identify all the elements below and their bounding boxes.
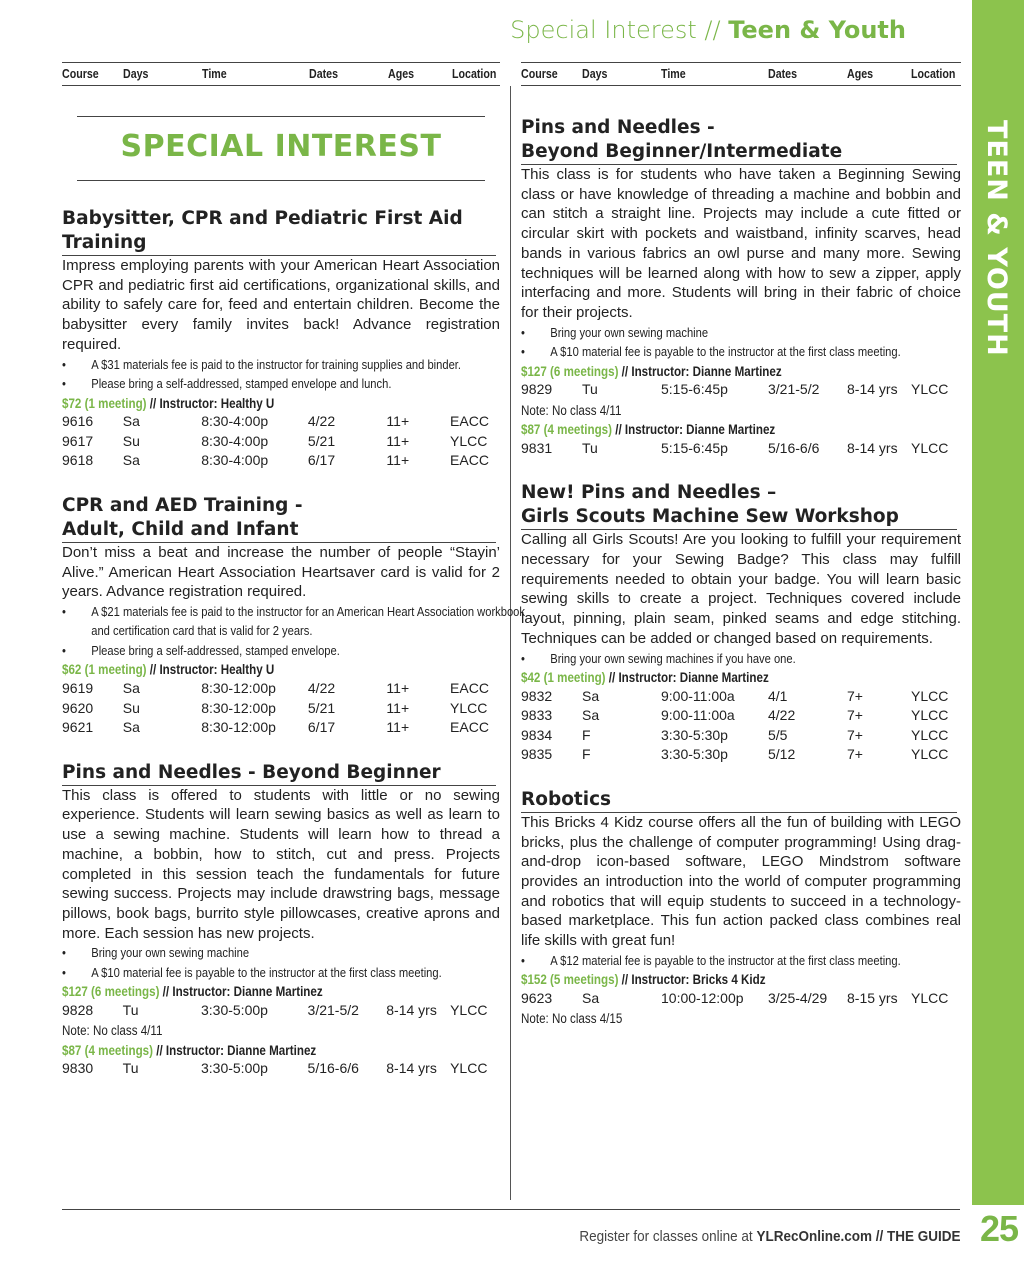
course-bullet: • A $10 material fee is payable to the instructor at the first class meeting. <box>521 342 989 362</box>
course-title <box>62 494 500 543</box>
page-number: 25 <box>979 1208 1019 1249</box>
ages-cell: 11+ <box>386 413 410 430</box>
col-location: Location <box>452 66 497 81</box>
schedule-row <box>62 433 500 453</box>
time-cell: 3:30-5:30p <box>661 726 728 743</box>
course-bullet: • A $10 material fee is payable to the instructor at the first class meeting. <box>62 963 528 983</box>
ages-cell: 7+ <box>847 687 863 704</box>
course-number-cell: 9830 <box>62 1060 94 1077</box>
left-column <box>62 96 526 1080</box>
dates-cell: 4/22 <box>307 413 336 430</box>
ages-cell: 8-14 yrs <box>386 1060 437 1077</box>
course-fee-line <box>521 970 960 990</box>
column-header-right <box>521 62 961 86</box>
course-number-cell: 9835 <box>521 746 553 763</box>
course-number-cell: 9618 <box>62 452 94 469</box>
course-block <box>521 788 961 1029</box>
footer-rule <box>62 1209 960 1210</box>
col-course: Course <box>521 66 558 81</box>
location-cell: YLCC <box>911 746 949 763</box>
course-bullet: • A $21 materials fee is paid to the instructor for an American Heart Association workbook and certification card that is valid for 2 years. <box>62 602 528 641</box>
schedule-row <box>521 440 961 460</box>
course-spacer <box>62 472 500 494</box>
ages-cell: 7+ <box>847 746 863 763</box>
dates-cell: 5/16-6/6 <box>307 1060 359 1077</box>
course-title <box>62 207 500 256</box>
course-spacer <box>521 459 961 481</box>
course-title-text: Babysitter, CPR and Pediatric First Aid <box>62 208 463 229</box>
right-course-list <box>521 116 961 1029</box>
footer-suffix: // THE GUIDE <box>875 1228 960 1245</box>
course-bullet: • Please bring a self-addressed, stamped envelope. <box>62 641 528 661</box>
course-fee-line <box>521 420 960 440</box>
course-instructor: // Instructor: Bricks 4 Kidz <box>621 972 766 988</box>
schedule-row <box>62 1002 500 1022</box>
location-cell: EACC <box>450 719 489 736</box>
course-bullet: • Bring your own sewing machines if you have one. <box>521 649 989 669</box>
course-fee-line <box>521 362 960 382</box>
course-fee: $87 (4 meetings) <box>62 1042 153 1058</box>
days-cell: Tu <box>582 439 598 456</box>
course-title <box>521 481 961 530</box>
dates-cell: 6/17 <box>307 452 336 469</box>
days-cell: Sa <box>122 413 140 430</box>
course-fee: $72 (1 meeting) <box>62 395 147 411</box>
schedule-table <box>62 413 500 472</box>
course-title-line <box>62 207 500 231</box>
dates-cell: 3/21-5/2 <box>768 381 820 398</box>
col-days: Days <box>123 66 149 81</box>
col-time: Time <box>661 66 686 81</box>
course-fee: $42 (1 meeting) <box>521 670 606 686</box>
course-number-cell: 9829 <box>521 381 553 398</box>
schedule-note: Note: No class 4/15 <box>521 1011 623 1027</box>
course-description: This class is offered to students with little or no sewing experience. Students will learn sewing basics as well as learn to use a sewing machine. Students will learn how to thread a machine, a bobbin, how to stitch, cut and press. Projects completed in this session teach the fundamentals for future sewing success. Projects may include drawstring bags, message pillows, book bags, burrito style pillowcases, creative aprons and more. Each session has new projects. <box>62 786 500 942</box>
schedule-table <box>521 688 961 766</box>
course-spacer <box>521 766 961 788</box>
course-fee-line <box>62 982 499 1002</box>
time-cell: 9:00-11:00a <box>661 687 735 704</box>
course-title-text: Robotics <box>521 788 612 810</box>
dates-cell: 5/5 <box>768 726 788 743</box>
schedule-row <box>62 1060 500 1080</box>
schedule-row <box>521 746 961 766</box>
course-fee-line <box>62 394 499 414</box>
dates-cell: 5/16-6/6 <box>768 439 820 456</box>
dates-cell: 3/21-5/2 <box>307 1001 359 1018</box>
col-time: Time <box>202 66 227 81</box>
course-fee-line <box>62 1041 499 1061</box>
course-bullet: • Please bring a self-addressed, stamped envelope and lunch. <box>62 374 528 394</box>
course-title <box>521 788 961 813</box>
page-header <box>0 0 970 50</box>
days-cell: Su <box>122 699 140 716</box>
time-cell: 8:30-12:00p <box>201 699 276 716</box>
location-cell: YLCC <box>911 381 949 398</box>
header-title <box>510 16 906 44</box>
course-title-text: Adult, Child and Infant <box>62 518 299 540</box>
course-block <box>62 494 526 739</box>
left-course-list <box>62 207 526 1080</box>
course-instructor: // Instructor: Dianne Martinez <box>608 670 769 686</box>
footer-prefix: Register for classes online at <box>578 1228 753 1245</box>
course-title-line <box>521 116 961 140</box>
schedule-table <box>521 381 961 401</box>
ages-cell: 11+ <box>386 452 410 469</box>
course-title-text: Beyond Beginner/Intermediate <box>521 141 843 162</box>
course-fee-line <box>521 668 960 688</box>
dates-cell: 5/12 <box>768 746 796 763</box>
col-dates: Dates <box>309 66 339 81</box>
location-cell: YLCC <box>450 432 488 449</box>
course-instructor: // Instructor: Dianne Martinez <box>621 363 782 379</box>
location-cell: YLCC <box>911 989 949 1006</box>
col-location: Location <box>911 66 956 81</box>
time-cell: 9:00-11:00a <box>661 707 735 724</box>
days-cell: Sa <box>122 719 140 736</box>
time-cell: 3:30-5:30p <box>661 746 728 763</box>
days-cell: F <box>582 746 591 763</box>
days-cell: Sa <box>582 687 600 704</box>
course-title <box>521 116 961 165</box>
course-fee: $87 (4 meetings) <box>521 422 612 438</box>
ages-cell: 7+ <box>847 707 863 724</box>
course-description: This Bricks 4 Kidz course offers all the fun of building with LEGO bricks, plus the challenge of computer programming! Using drag-and-drop icon-based software, LEGO Mindstrom software provides an introduction into the world of computer programming and robotics that will equip students to succeed in a technology-based marketplace. This fun action packed class combines real life skills with great fun! <box>521 813 961 950</box>
course-block <box>62 207 500 472</box>
course-title-line <box>521 505 957 530</box>
col-ages: Ages <box>388 66 415 81</box>
special-interest-banner <box>77 96 485 181</box>
ages-cell: 11+ <box>386 679 410 696</box>
course-title-line <box>521 481 961 505</box>
course-instructor: // Instructor: Healthy U <box>149 395 275 411</box>
col-course: Course <box>62 66 99 81</box>
course-number-cell: 9623 <box>521 989 553 1006</box>
dates-cell: 4/22 <box>768 707 796 724</box>
time-cell: 5:15-6:45p <box>661 439 728 456</box>
course-block <box>521 116 961 459</box>
schedule-table <box>521 990 961 1010</box>
course-title-text: Pins and Needles - <box>521 117 715 138</box>
course-title-line <box>62 494 500 518</box>
course-number-cell: 9619 <box>62 679 94 696</box>
schedule-row <box>62 719 500 739</box>
schedule-table <box>62 1002 500 1022</box>
days-cell: Sa <box>582 989 600 1006</box>
location-cell: EACC <box>450 679 489 696</box>
col-days: Days <box>582 66 608 81</box>
course-title-text: Pins and Needles - Beyond Beginner <box>62 761 441 783</box>
course-number-cell: 9620 <box>62 699 94 716</box>
col-ages: Ages <box>847 66 874 81</box>
course-instructor: // Instructor: Dianne Martinez <box>162 984 323 1000</box>
course-title <box>62 761 500 786</box>
footer <box>579 1228 960 1245</box>
course-title-text: CPR and AED Training - <box>62 494 303 516</box>
ages-cell: 7+ <box>847 726 863 743</box>
schedule-note: Note: No class 4/11 <box>62 1023 163 1039</box>
time-cell: 8:30-4:00p <box>201 432 269 449</box>
location-cell: YLCC <box>911 707 949 724</box>
location-cell: YLCC <box>450 699 488 716</box>
schedule-table <box>62 680 500 739</box>
course-instructor: // Instructor: Dianne Martinez <box>156 1042 317 1058</box>
course-title-line <box>62 761 496 786</box>
location-cell: YLCC <box>911 726 949 743</box>
ages-cell: 11+ <box>386 699 410 716</box>
course-number-cell: 9833 <box>521 707 553 724</box>
right-column <box>521 96 961 1029</box>
course-title-text: Girls Scouts Machine Sew Workshop <box>521 506 899 528</box>
ages-cell: 11+ <box>386 432 410 449</box>
course-number-cell: 9831 <box>521 439 553 456</box>
days-cell: F <box>582 726 591 743</box>
course-bullet: • Bring your own sewing machine <box>521 323 989 343</box>
days-cell: Sa <box>582 707 600 724</box>
course-bullet: • A $31 materials fee is paid to the instructor for training supplies and binder. <box>62 355 528 375</box>
time-cell: 8:30-12:00p <box>201 719 276 736</box>
schedule-row <box>62 413 500 433</box>
schedule-row <box>62 700 500 720</box>
dates-cell: 4/1 <box>768 687 788 704</box>
sidebar-label-text: TEEN & YOUTH <box>981 120 1012 357</box>
course-instructor: // Instructor: Dianne Martinez <box>615 422 776 438</box>
ages-cell: 8-14 yrs <box>847 381 898 398</box>
course-title-text: Training <box>62 232 147 253</box>
schedule-table <box>62 1060 500 1080</box>
course-number-cell: 9621 <box>62 719 94 736</box>
time-cell: 8:30-4:00p <box>201 452 269 469</box>
dates-cell: 5/21 <box>307 699 336 716</box>
course-block <box>521 481 961 766</box>
course-spacer <box>62 739 500 761</box>
course-fee: $127 (6 meetings) <box>521 363 619 379</box>
course-fee: $127 (6 meetings) <box>62 984 160 1000</box>
course-title-text: New! Pins and Needles – <box>521 482 777 504</box>
schedule-row <box>521 727 961 747</box>
schedule-row <box>521 381 961 401</box>
course-title-line <box>521 788 957 813</box>
dates-cell: 3/25-4/29 <box>768 989 828 1006</box>
special-interest-title: SPECIAL INTEREST <box>120 129 442 164</box>
schedule-row <box>521 688 961 708</box>
time-cell: 5:15-6:45p <box>661 381 728 398</box>
days-cell: Sa <box>122 679 140 696</box>
column-header-left <box>62 62 500 86</box>
ages-cell: 11+ <box>386 719 410 736</box>
time-cell: 8:30-4:00p <box>201 413 269 430</box>
days-cell: Su <box>122 432 140 449</box>
location-cell: YLCC <box>911 439 949 456</box>
schedule-note: Note: No class 4/11 <box>521 402 622 418</box>
col-dates: Dates <box>768 66 798 81</box>
time-cell: 3:30-5:00p <box>200 1001 268 1018</box>
schedule-row <box>62 452 500 472</box>
course-title-line <box>62 231 496 256</box>
schedule-row <box>62 680 500 700</box>
schedule-table <box>521 440 961 460</box>
course-instructor: // Instructor: Healthy U <box>149 662 275 678</box>
dates-cell: 4/22 <box>307 679 336 696</box>
ages-cell: 8-14 yrs <box>847 439 898 456</box>
header-separator: // <box>704 16 721 44</box>
schedule-row <box>521 990 961 1010</box>
ages-cell: 8-14 yrs <box>386 1001 437 1018</box>
course-number-cell: 9832 <box>521 687 553 704</box>
days-cell: Sa <box>122 452 140 469</box>
course-block <box>62 761 500 1080</box>
days-cell: Tu <box>122 1001 139 1018</box>
course-description: Calling all Girls Scouts! Are you looking to fulfill your requirement necessary for your Sewing Badge? This class may fulfill requirements needed to obtain your badge. You will learn basic sewing skills to create a project. Techniques covered include layout, pinning, plain seam, pinked seams and edge stitching. Techniques can be added or changed based on requirements. <box>521 531 961 647</box>
course-bullet: • Bring your own sewing machine <box>62 943 528 963</box>
course-number-cell: 9828 <box>62 1001 94 1018</box>
course-number-cell: 9834 <box>521 726 553 743</box>
footer-site-link[interactable]: YLRecOnline.com <box>755 1228 872 1245</box>
course-description: Impress employing parents with your American Heart Association CPR and pediatric first aid certifications, organizational skills, and ability to safely care for, feed and entertain children. Become the babysitter every family invites back! Advance registration required. <box>62 257 500 353</box>
location-cell: EACC <box>450 413 489 430</box>
header-category: Teen & Youth <box>728 16 906 44</box>
schedule-row <box>521 707 961 727</box>
location-cell: YLCC <box>450 1001 488 1018</box>
ages-cell: 8-15 yrs <box>847 989 898 1006</box>
days-cell: Tu <box>582 381 598 398</box>
time-cell: 10:00-12:00p <box>661 989 744 1006</box>
days-cell: Tu <box>122 1060 139 1077</box>
dates-cell: 6/17 <box>307 719 336 736</box>
course-fee-line <box>62 660 499 680</box>
course-fee: $152 (5 meetings) <box>521 972 619 988</box>
course-description: Don’t miss a beat and increase the number of people “Stayin’ Alive.” American Heart Association Heartsaver card is valid for 2 years. Advance registration required. <box>62 543 500 601</box>
location-cell: EACC <box>450 452 489 469</box>
course-number-cell: 9617 <box>62 432 94 449</box>
course-description: This class is for students who have taken a Beginning Sewing class or have knowledge of threading a machine and bobbin and can stitch a straight line. Projects may include a cute fitted or circular skirt with pockets and waistband, infinity scarves, head bands in various fabrics an owl purse and many more. Sewing techniques will be learned along with how to sew a zipper, apply interfacing and more. Students will bring in their fabric of choice for their projects. <box>521 166 961 321</box>
course-number-cell: 9616 <box>62 413 94 430</box>
course-title-line <box>521 140 957 165</box>
dates-cell: 5/21 <box>307 432 336 449</box>
course-bullet: • A $12 material fee is payable to the instructor at the first class meeting. <box>521 951 989 971</box>
course-title-line <box>62 518 496 543</box>
location-cell: YLCC <box>911 687 949 704</box>
course-fee: $62 (1 meeting) <box>62 662 147 678</box>
time-cell: 8:30-12:00p <box>201 679 276 696</box>
location-cell: YLCC <box>450 1060 488 1077</box>
time-cell: 3:30-5:00p <box>200 1060 268 1077</box>
header-section: Special Interest <box>510 16 697 44</box>
